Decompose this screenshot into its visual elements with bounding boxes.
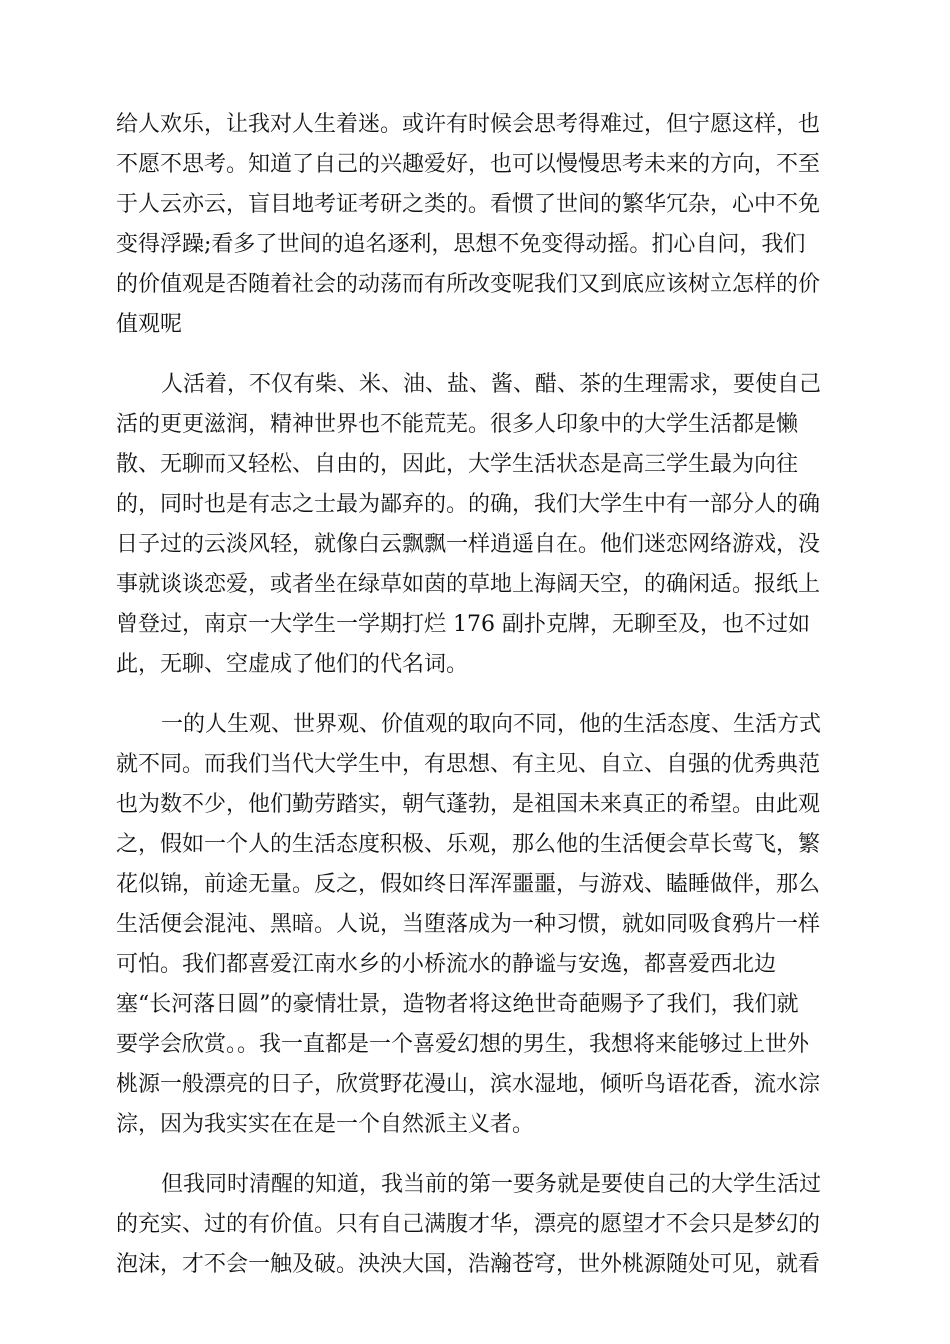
text-line: 但我同时清醒的知道，我当前的第一要务就是要使自己的大学生活过 xyxy=(161,1172,822,1197)
text-line: 要学会欣赏。。我一直都是一个喜爱幻想的男生，我想将来能够过上世外 xyxy=(116,1032,810,1057)
text-line: 散、无聊而又轻松、自由的，因此，大学生活状态是高三学生最为向往 xyxy=(116,452,799,477)
text-line: 的充实、过的有价值。只有自己满腹才华，漂亮的愿望才不会只是梦幻的 xyxy=(116,1212,821,1237)
text-line: 生活便会混沌、黑暗。人说，当堕落成为一种习惯，就如同吸食鸦片一样 xyxy=(116,912,821,937)
text-line: 的价值观是否随着社会的动荡而有所改变呢我们又到底应该树立怎样的价 xyxy=(116,272,821,297)
text-line: 事就谈谈恋爱，或者坐在绿草如茵的草地上海阔天空，的确闲适。报纸上 xyxy=(116,572,821,597)
text-line: 也为数不少，他们勤劳踏实，朝气蓬勃，是祖国未来真正的希望。由此观 xyxy=(116,792,821,817)
text-line: 之，假如一个人的生活态度积极、乐观，那么他的生活便会草长莺飞，繁 xyxy=(116,832,821,857)
paragraph-1 xyxy=(116,105,834,345)
text-line: 桃源一般漂亮的日子，欣赏野花漫山，滨水湿地，倾听鸟语花香，流水淙 xyxy=(116,1072,821,1097)
text-line: 变得浮躁;看多了世间的追名逐利，思想不免变得动摇。扪心自问，我们 xyxy=(116,232,806,257)
text-line: 泡沫，才不会一触及破。泱泱大国，浩瀚苍穹，世外桃源随处可见，就看 xyxy=(116,1252,821,1277)
text-line: 于人云亦云，盲目地考证考研之类的。看惯了世间的繁华冗杂，心中不免 xyxy=(116,192,821,217)
paragraph-4 xyxy=(116,1165,834,1285)
paragraph-3 xyxy=(116,705,834,1145)
text-line: 人活着，不仅有柴、米、油、盐、酱、醋、茶的生理需求，要使自己 xyxy=(161,372,822,397)
text-line: 日子过的云淡风轻，就像白云飘飘一样逍遥自在。他们迷恋网络游戏，没 xyxy=(116,532,821,557)
text-line: 一的人生观、世界观、价值观的取向不同，他的生活态度、生活方式 xyxy=(161,712,822,737)
document-page xyxy=(116,105,834,1305)
text-line: 给人欢乐，让我对人生着迷。或许有时候会思考得难过，但宁愿这样，也 xyxy=(116,112,821,137)
text-line: 塞“长河落日圆”的豪情壮景，造物者将这绝世奇葩赐予了我们，我们就 xyxy=(116,992,799,1017)
text-line: 活的更更滋润，精神世界也不能荒芜。很多人印象中的大学生活都是懒 xyxy=(116,412,799,437)
text-line: 此，无聊、空虚成了他们的代名词。 xyxy=(116,652,469,677)
paragraph-2 xyxy=(116,365,834,685)
text-line: 值观呢 xyxy=(116,312,183,337)
text-line: 可怕。我们都喜爱江南水乡的小桥流水的静谧与安逸，都喜爱西北边 xyxy=(116,952,777,977)
text-line: 的，同时也是有志之士最为鄙弃的。的确，我们大学生中有一部分人的确 xyxy=(116,492,821,517)
text-line: 花似锦，前途无量。反之，假如终日浑浑噩噩，与游戏、瞌睡做伴，那么 xyxy=(116,872,821,897)
text-line: 淙，因为我实实在在是一个自然派主义者。 xyxy=(116,1112,535,1137)
text-line: 不愿不思考。知道了自己的兴趣爱好，也可以慢慢思考未来的方向，不至 xyxy=(116,152,821,177)
text-line: 就不同。而我们当代大学生中，有思想、有主见、自立、自强的优秀典范 xyxy=(116,752,821,777)
text-line: 曾登过，南京一大学生一学期打烂 176 副扑克牌，无聊至及，也不过如 xyxy=(116,612,810,637)
